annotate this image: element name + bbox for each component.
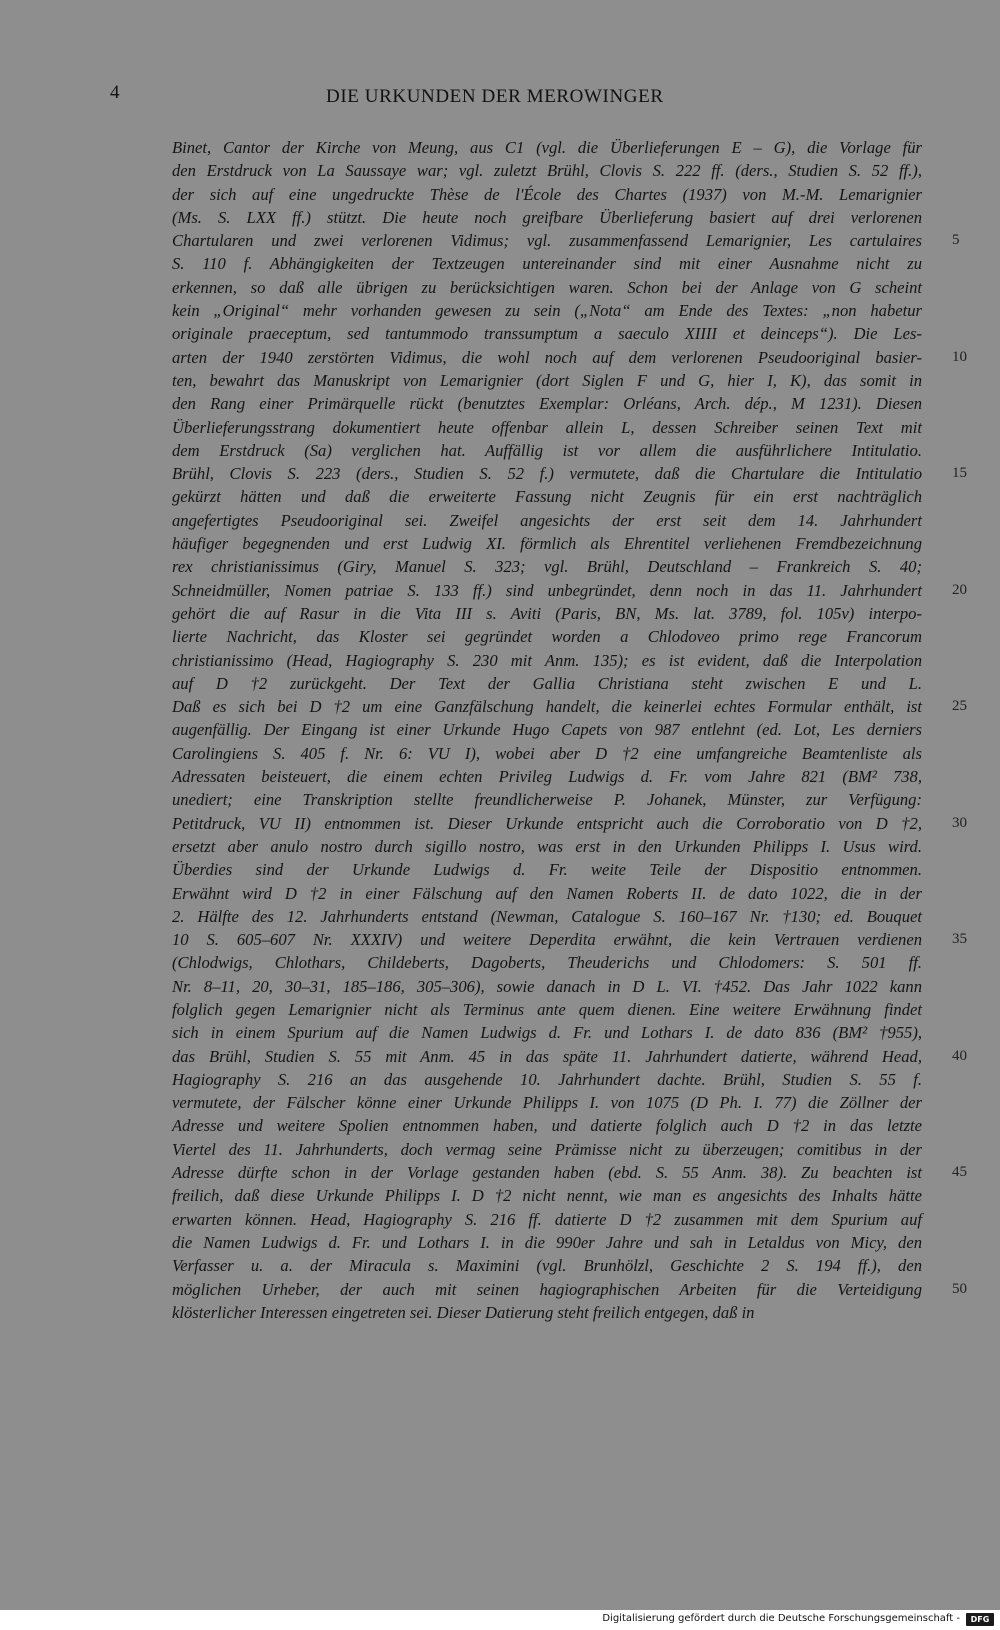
text-line bbox=[172, 416, 922, 439]
line-text: ersetzt aber anulo nostro durch sigillo nostro, was erst in den Urkunden Philipps I. Usus wird. bbox=[172, 836, 922, 856]
dfg-logo: DFG bbox=[966, 1613, 994, 1626]
line-text: Daß es sich bei D †2 um eine Ganzfälschung handelt, die keinerlei echtes Formular enthält, ist bbox=[172, 697, 922, 717]
text-line bbox=[172, 672, 922, 695]
line-number: 5 bbox=[952, 232, 960, 249]
text-line bbox=[172, 1208, 922, 1231]
text-line bbox=[172, 835, 922, 858]
text-line bbox=[172, 1254, 922, 1277]
line-number: 20 bbox=[952, 581, 967, 598]
text-line bbox=[172, 998, 922, 1021]
line-text: die Namen Ludwigs d. Fr. und Lothars I. in die 990er Jahre und sah in Letaldus von Micy, den bbox=[172, 1232, 922, 1252]
text-line bbox=[172, 322, 922, 345]
line-text: auf D †2 zurückgeht. Der Text der Gallia Christiana steht zwischen E und L. bbox=[172, 673, 922, 693]
text-line bbox=[172, 276, 922, 299]
text-line bbox=[172, 905, 922, 928]
text-line bbox=[172, 509, 922, 532]
line-text: Viertel des 11. Jahrhunderts, doch vermag seine Prämisse nicht zu überzeugen; comitibus in der bbox=[172, 1139, 922, 1159]
line-text: (Ms. S. LXX ff.) stützt. Die heute noch greifbare Überlieferung basiert auf drei verlorenen bbox=[172, 207, 922, 227]
text-line bbox=[172, 695, 967, 718]
line-number: 10 bbox=[952, 348, 967, 365]
text-line bbox=[172, 183, 922, 206]
line-text: Petitdruck, VU II) entnommen ist. Dieser Urkunde entspricht auch die Corroboratio von D †2, bbox=[172, 813, 922, 833]
text-line bbox=[172, 532, 922, 555]
text-line bbox=[172, 1114, 922, 1137]
line-text: Erwähnt wird D †2 in einer Fälschung auf den Namen Roberts II. de dato 1022, die in der bbox=[172, 883, 922, 903]
text-line bbox=[172, 1021, 922, 1044]
line-text: Adressaten beisteuert, die einem echten Privileg Ludwigs d. Fr. vom Jahre 821 (BM² 738, bbox=[172, 767, 922, 787]
line-text: Überlieferungsstrang dokumentiert heute offenbar allein L, dessen Schreiber seinen Text mit bbox=[172, 417, 922, 437]
line-text: Adresse und weitere Spolien entnommen haben, und datierte folglich auch D †2 in das letzte bbox=[172, 1116, 922, 1136]
line-text: dem Erstdruck (Sa) verglichen hat. Auffällig ist vor allem die ausführlichere Intitulatio. bbox=[172, 440, 922, 460]
text-line bbox=[172, 229, 960, 252]
line-text: möglichen Urheber, der auch mit seinen hagiographischen Arbeiten für die Verteidigung bbox=[172, 1279, 922, 1299]
text-line bbox=[172, 928, 967, 951]
line-text: originale praeceptum, sed tantummodo transsumptum a saeculo XIIII et deinceps“). Die Les- bbox=[172, 324, 922, 344]
line-text: erwarten können. Head, Hagiography S. 216 ff. datierte D †2 zusammen mit dem Spurium auf bbox=[172, 1209, 922, 1229]
line-text: Verfasser u. a. der Miracula s. Maximini (vgl. Brunhölzl, Geschichte 2 S. 194 ff.), den bbox=[172, 1256, 922, 1276]
line-text: folglich gegen Lemarignier nicht als Terminus ante quem dienen. Eine weitere Erwähnung findet bbox=[172, 999, 922, 1019]
text-line bbox=[172, 718, 922, 741]
line-text: angefertigtes Pseudooriginal sei. Zweifel angesichts der erst seit dem 14. Jahrhundert bbox=[172, 510, 922, 530]
text-line bbox=[172, 765, 922, 788]
line-number: 30 bbox=[952, 814, 967, 831]
line-text: lierte Nachricht, das Kloster sei gegründet worden a Chlodoveo primo rege Francorum bbox=[172, 627, 922, 647]
line-text: ten, bewahrt das Manuskript von Lemarignier (dort Siglen F und G, hier I, K), das somit in bbox=[172, 370, 922, 390]
text-line bbox=[172, 462, 967, 485]
line-text: das Brühl, Studien S. 55 mit Anm. 45 in das späte 11. Jahrhundert datierte, während Head, bbox=[172, 1046, 922, 1066]
text-line bbox=[172, 625, 922, 648]
line-text: Hagiography S. 216 an das ausgehende 10. Jahrhundert dachte. Brühl, Studien S. 55 f. bbox=[172, 1069, 922, 1089]
line-text: Nr. 8–11, 20, 30–31, 185–186, 305–306), sowie danach in D L. VI. †452. Das Jahr 1022 kann bbox=[172, 976, 922, 996]
footer-bar bbox=[0, 1610, 1000, 1630]
line-number: 25 bbox=[952, 698, 967, 715]
body-text bbox=[172, 136, 967, 1324]
text-line bbox=[172, 485, 922, 508]
text-line bbox=[172, 975, 922, 998]
text-line bbox=[172, 252, 922, 275]
line-text: rex christianissimus (Giry, Manuel S. 323; vgl. Brühl, Deutschland – Frankreich S. 40; bbox=[172, 557, 922, 577]
running-head: DIE URKUNDEN DER MEROWINGER bbox=[326, 86, 664, 107]
line-text: sich in einem Spurium auf die Namen Ludwigs d. Fr. und Lothars I. de dato 836 (BM² †955), bbox=[172, 1023, 922, 1043]
text-line bbox=[172, 555, 922, 578]
text-line bbox=[172, 882, 922, 905]
line-text: gehört die auf Rasur in die Vita III s. Aviti (Paris, BN, Ms. lat. 3789, fol. 105v) interpo- bbox=[172, 603, 922, 623]
text-line bbox=[172, 1278, 967, 1301]
line-text: Chartularen und zwei verlorenen Vidimus; vgl. zusammenfassend Lemarignier, Les cartulaires bbox=[172, 231, 922, 251]
line-text: gekürzt hätten und daß die erweiterte Fassung nicht Zeugnis für ein erst nachträglich bbox=[172, 487, 922, 507]
text-line bbox=[172, 346, 967, 369]
text-line bbox=[172, 1068, 922, 1091]
text-line bbox=[172, 369, 922, 392]
line-text: der sich auf eine ungedruckte Thèse de l'École des Chartes (1937) von M.-M. Lemarignier bbox=[172, 184, 922, 204]
line-text: arten der 1940 zerstörten Vidimus, die wohl noch auf dem verlorenen Pseudooriginal basier- bbox=[172, 347, 922, 367]
line-text: vermutete, der Fälscher könne einer Urkunde Philipps I. von 1075 (D Ph. I. 77) die Zöllner der bbox=[172, 1093, 922, 1113]
text-line bbox=[172, 858, 922, 881]
text-line bbox=[172, 602, 922, 625]
text-line bbox=[172, 1184, 922, 1207]
line-text: (Chlodwigs, Chlothars, Childeberts, Dagoberts, Theuderichs und Chlodomers: S. 501 ff. bbox=[172, 953, 922, 973]
text-line bbox=[172, 299, 922, 322]
text-line bbox=[172, 742, 922, 765]
page-number: 4 bbox=[110, 82, 120, 103]
line-text: Schneidmüller, Nomen patriae S. 133 ff.) sind unbegründet, denn noch in das 11. Jahrhundert bbox=[172, 580, 922, 600]
text-line bbox=[172, 206, 922, 229]
line-text: unediert; eine Transkription stellte freundlicherweise P. Johanek, Münster, zur Verfügung: bbox=[172, 790, 922, 810]
line-text: klösterlicher Interessen eingetreten sei. Dieser Datierung steht freilich entgegen, daß in bbox=[172, 1302, 755, 1322]
line-text: christianissimo (Head, Hagiography S. 230 mit Anm. 135); es ist evident, daß die Interpolation bbox=[172, 650, 922, 670]
line-text: erkennen, so daß alle übrigen zu berücksichtigen waren. Schon bei der Anlage von G scheint bbox=[172, 277, 922, 297]
line-text: den Rang einer Primärquelle rückt (benutztes Exemplar: Orléans, Arch. dép., M 1231). Diesen bbox=[172, 394, 922, 414]
line-text: freilich, daß diese Urkunde Philipps I. D †2 nicht nennt, wie man es angesichts des Inhalts hätte bbox=[172, 1186, 922, 1206]
line-text: Carolingiens S. 405 f. Nr. 6: VU I), wobei aber D †2 eine umfangreiche Beamtenliste als bbox=[172, 743, 922, 763]
text-line bbox=[172, 1045, 967, 1068]
line-number: 50 bbox=[952, 1280, 967, 1297]
text-line bbox=[172, 812, 967, 835]
line-text: 2. Hälfte des 12. Jahrhunderts entstand (Newman, Catalogue S. 160–167 Nr. †130; ed. Bouquet bbox=[172, 906, 922, 926]
line-text: augenfällig. Der Eingang ist einer Urkunde Hugo Capets von 987 entlehnt (ed. Lot, Les derniers bbox=[172, 720, 922, 740]
text-line bbox=[172, 951, 922, 974]
line-text: Adresse dürfte schon in der Vorlage gestanden haben (ebd. S. 55 Anm. 38). Zu beachten ist bbox=[172, 1163, 922, 1183]
text-line bbox=[172, 1301, 922, 1324]
line-text: den Erstdruck von La Saussaye war; vgl. zuletzt Brühl, Clovis S. 222 ff. (ders., Studien S. 52 ff.), bbox=[172, 161, 922, 181]
line-text: Überdies sind der Urkunde Ludwigs d. Fr. weite Teile der Dispositio entnommen. bbox=[172, 860, 922, 880]
line-number: 15 bbox=[952, 465, 967, 482]
line-text: 10 S. 605–607 Nr. XXXIV) und weitere Deperdita erwähnt, die kein Vertrauen verdienen bbox=[172, 930, 922, 950]
line-text: häufiger begegnenden und erst Ludwig XI. förmlich als Ehrentitel verliehenen Fremdbezeichnung bbox=[172, 534, 922, 554]
text-line bbox=[172, 1138, 922, 1161]
text-line bbox=[172, 649, 922, 672]
text-line bbox=[172, 579, 967, 602]
text-line bbox=[172, 788, 922, 811]
text-line bbox=[172, 1091, 922, 1114]
text-line bbox=[172, 136, 922, 159]
text-line bbox=[172, 439, 922, 462]
line-number: 40 bbox=[952, 1047, 967, 1064]
footer-credit: Digitalisierung gefördert durch die Deutsche Forschungsgemeinschaft - bbox=[602, 1613, 960, 1624]
text-line bbox=[172, 392, 922, 415]
text-line bbox=[172, 1161, 967, 1184]
line-text: S. 110 f. Abhängigkeiten der Textzeugen untereinander sind mit einer Ausnahme nicht zu bbox=[172, 254, 922, 274]
line-number: 35 bbox=[952, 931, 967, 948]
line-number: 45 bbox=[952, 1164, 967, 1181]
line-text: Binet, Cantor der Kirche von Meung, aus C1 (vgl. die Überlieferungen E – G), die Vorlage für bbox=[172, 138, 922, 157]
text-line bbox=[172, 1231, 922, 1254]
text-line bbox=[172, 159, 922, 182]
line-text: Brühl, Clovis S. 223 (ders., Studien S. 52 f.) vermutete, daß die Chartulare die Intitulatio bbox=[172, 464, 922, 484]
line-text: kein „Original“ mehr vorhanden gewesen zu sein („Nota“ am Ende des Textes: „non habetur bbox=[172, 301, 922, 321]
